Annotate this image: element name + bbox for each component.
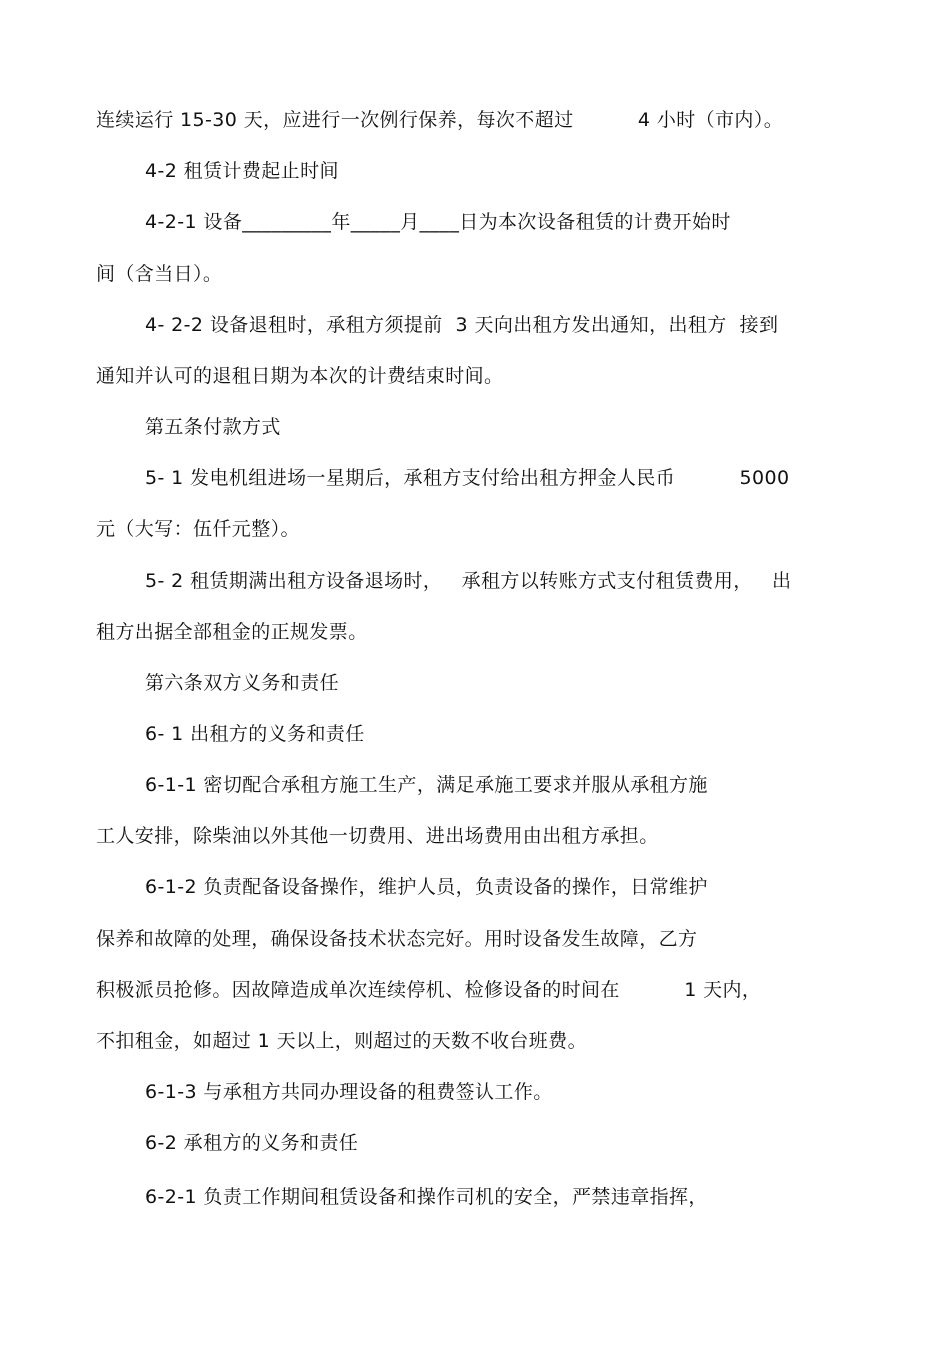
section-heading: 6-2 承租方的义务和责任 [145, 1132, 359, 1154]
text-line: 通知并认可的退租日期为本次的计费结束时间。 [96, 365, 504, 387]
text-line: 6-1-3 与承租方共同办理设备的租费签认工作。 [145, 1081, 553, 1103]
text-line: 保养和故障的处理，确保设备技术状态完好。用时设备发生故障，乙方 [96, 928, 698, 950]
text-line: 租方出据全部租金的正规发票。 [96, 621, 368, 643]
text-line: 间（含当日）。 [96, 263, 223, 285]
text-line: 6-1-1 密切配合承租方施工生产，满足承施工要求并服从承租方施 [145, 774, 708, 796]
text-line: 4- 2-2 设备退租时，承租方须提前 3 天向出租方发出通知，出租方 接到 [145, 314, 779, 336]
text-line: 5- 2 租赁期满出租方设备退场时， 承租方以转账方式支付租赁费用， 出 [145, 570, 792, 592]
text-line: 连续运行 15-30 天，应进行一次例行保养，每次不超过 4 小时（市内）。 [96, 109, 784, 131]
text-line: 6-1-2 负责配备设备操作，维护人员，负责设备的操作，日常维护 [145, 876, 708, 898]
text-line: 6-2-1 负责工作期间租赁设备和操作司机的安全，严禁违章指挥， [145, 1186, 708, 1208]
text-line: 不扣租金，如超过 1 天以上，则超过的天数不收台班费。 [96, 1030, 587, 1052]
text-line: 4-2-1 设备_________年_____月____日为本次设备租赁的计费开始时 [145, 211, 731, 233]
text-line: 元（大写：伍仟元整）。 [96, 518, 300, 540]
section-heading: 4-2 租赁计费起止时间 [145, 160, 339, 182]
article-heading: 第六条双方义务和责任 [145, 672, 340, 694]
section-heading: 6- 1 出租方的义务和责任 [145, 723, 365, 745]
text-line: 工人安排，除柴油以外其他一切费用、进出场费用由出租方承担。 [96, 825, 659, 847]
text-line: 积极派员抢修。因故障造成单次连续停机、检修设备的时间在 1 天内， [96, 979, 762, 1001]
article-heading: 第五条付款方式 [145, 416, 281, 438]
text-line: 5- 1 发电机组进场一星期后，承租方支付给出租方押金人民币 5000 [145, 467, 790, 489]
